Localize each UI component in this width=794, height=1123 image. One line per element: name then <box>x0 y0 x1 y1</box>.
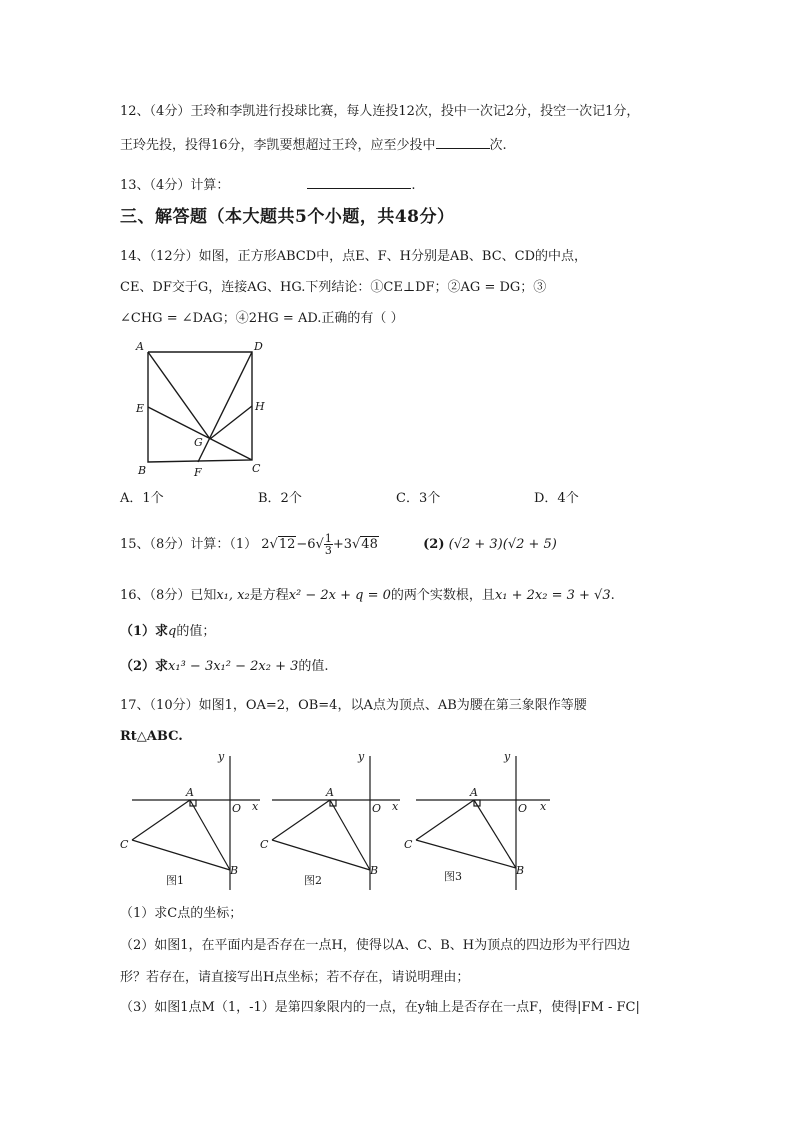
fig1-label-c: C <box>120 838 129 851</box>
fig1-caption: 图1 <box>166 874 184 887</box>
q12-answer-blank[interactable] <box>436 134 490 149</box>
q15-text: 15、（8分）计算：（1） <box>120 537 258 552</box>
q14-label-d: D <box>254 340 263 353</box>
fig1-label-y: y <box>218 750 225 763</box>
fig2-label-y: y <box>358 750 365 763</box>
fig2-label-a: A <box>326 786 334 799</box>
fig3-label-b: B <box>516 864 525 877</box>
q16-sub1: （1）求q的值； <box>120 624 216 639</box>
q17-sub2-line1: （2）如图1，在平面内是否存在一点H，使得以A、C、B、H为顶点的四边形为平行四边 <box>120 938 631 953</box>
q13-line <box>120 174 680 196</box>
q14-option-b[interactable]: B．2个 <box>258 491 302 506</box>
q14-label-f: F <box>194 466 202 478</box>
q12-text-1: 12、（4分）王玲和李凯进行投球比赛，每人连投12次，投中一次记2分，投空一次记1分， <box>120 104 640 119</box>
q14-line1: 14、（12分）如图，正方形ABCD中，点E、F、H分别是AB、BC、CD的中点， <box>120 249 588 264</box>
q12-line2 <box>120 134 680 156</box>
q13-answer-blank[interactable] <box>307 174 411 189</box>
fig3-caption: 图3 <box>444 870 462 883</box>
fig3-label-x: x <box>540 800 547 813</box>
q14-square-figure <box>128 336 270 478</box>
section3-title: 三、解答题（本大题共5个小题，共48分） <box>120 207 455 227</box>
q17-figure-3 <box>402 748 552 893</box>
q14-label-a: A <box>136 340 144 353</box>
fig3-label-a: A <box>470 786 478 799</box>
q17-figure-1 <box>118 748 260 893</box>
q14-label-h: H <box>255 400 265 413</box>
q14-option-c[interactable]: C．3个 <box>396 491 441 506</box>
q14-option-a[interactable]: A．1个 <box>120 491 164 506</box>
fig2-label-o: O <box>372 802 382 815</box>
fig3-label-y: y <box>504 750 511 763</box>
q14-line3: ∠CHG = ∠DAG；④2HG = AD.正确的有（ ） <box>120 311 404 326</box>
q15-line <box>120 532 680 558</box>
fig2-caption: 图2 <box>304 874 322 887</box>
q13-text: 13、（4分）计算： <box>120 178 230 193</box>
q17-figure-2 <box>258 748 400 893</box>
fig2-label-b: B <box>370 864 379 877</box>
fig1-label-b: B <box>230 864 239 877</box>
q17-line1: 17、（10分）如图1，OA=2，OB=4，以A点为顶点、AB为腰在第三象限作等腰 <box>120 698 587 713</box>
q12-text-2: 王玲先投，投得16分，李凯要想超过王玲，应至少投中 <box>120 138 436 153</box>
q17-sub1: （1）求C点的坐标； <box>120 906 243 921</box>
q14-label-e: E <box>136 402 145 415</box>
fig3-label-c: C <box>404 838 413 851</box>
q16-sub2: （2）求x₁³ − 3x₁² − 2x₂ + 3的值. <box>120 659 329 674</box>
q14-label-c: C <box>252 462 261 475</box>
fig2-label-c: C <box>260 838 269 851</box>
q12-line1 <box>120 102 680 122</box>
fig2-label-x: x <box>392 800 399 813</box>
fig1-label-a: A <box>186 786 194 799</box>
q17-line2: Rt△ABC. <box>120 729 183 744</box>
q14-label-g: G <box>194 436 203 449</box>
q15-expr2: (√2 + 3)(√2 + 5) <box>448 537 557 552</box>
q17-sub2-line2: 形？若存在，请直接写出H点坐标；若不存在，请说明理由； <box>120 970 470 985</box>
q14-option-d[interactable]: D．4个 <box>534 491 579 506</box>
q17-sub3: （3）如图1点M（1，-1）是第四象限内的一点，在y轴上是否存在一点F，使得|FM - FC| <box>120 1000 640 1015</box>
q15-expr1: 2√12−6√ $\frac{1}{3}$ +3√48 <box>261 532 378 557</box>
fig1-label-o: O <box>232 802 242 815</box>
fig3-label-o: O <box>518 802 528 815</box>
fig1-label-x: x <box>252 800 259 813</box>
q14-line2: CE、DF交于G，连接AG、HG.下列结论：①CE⊥DF；②AG = DG；③ <box>120 280 547 295</box>
q15-part2-label: (2) <box>423 537 445 552</box>
q12-text-3: 次. <box>489 138 507 153</box>
q13-period: . <box>411 178 416 193</box>
q16-line1: 16、（8分）已知x₁, x₂是方程x² − 2x + q = 0的两个实数根，且x₁ + 2x₂ = 3 + √3. <box>120 588 615 603</box>
q14-label-b: B <box>138 464 147 477</box>
